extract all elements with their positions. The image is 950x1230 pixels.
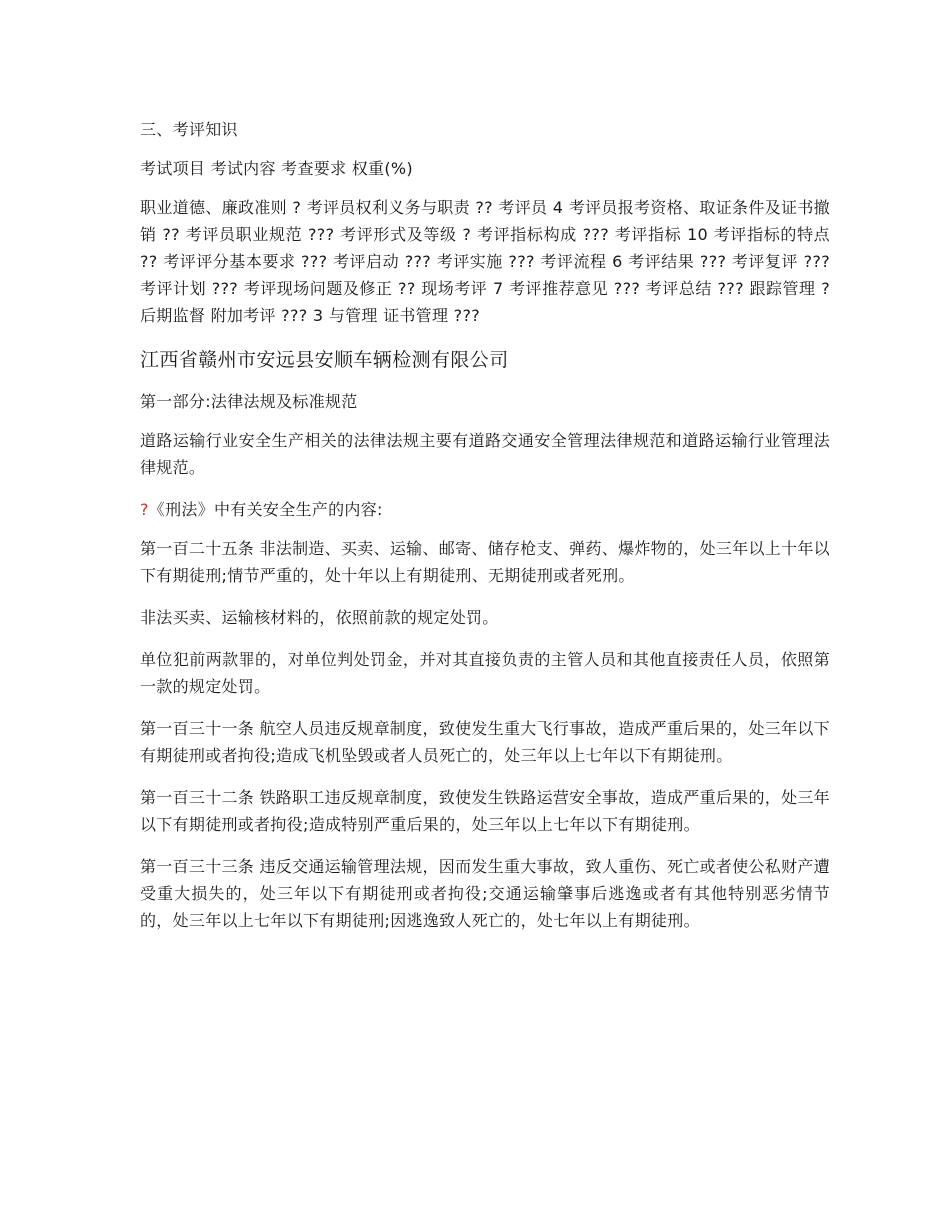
article-125: 第一百二十五条 非法制造、买卖、运输、邮寄、储存枪支、弹药、爆炸物的，处三年以上十年以下有期徒刑;情节严重的，处十年以上有期徒刑、无期徒刑或者死刑。 — [140, 539, 830, 585]
criminal-law-title: 《刑法》中有关安全生产的内容: — [148, 500, 383, 519]
intro-paragraph: 道路运输行业安全生产相关的法律法规主要有道路交通安全管理法律规范和道路运输行业管理法律规范。 — [140, 431, 830, 477]
section-title: 三、考评知识 — [140, 120, 238, 139]
unknown-char-mark: ? — [140, 500, 149, 519]
article-131: 第一百三十一条 航空人员违反规章制度，致使发生重大飞行事故，造成严重后果的，处三年以下有期徒刑或者拘役;造成飞机坠毁或者人员死亡的，处三年以上七年以下有期徒刑。 — [140, 719, 830, 765]
document-page — [140, 116, 830, 949]
article-125-clause-2: 非法买卖、运输核材料的，依照前款的规定处罚。 — [140, 608, 499, 627]
article-132: 第一百三十二条 铁路职工违反规章制度，致使发生铁路运营安全事故，造成严重后果的，处三年以下有期徒刑或者拘役;造成特别严重后果的，处三年以上七年以下有期徒刑。 — [140, 788, 830, 834]
company-name: 江西省赣州市安远县安顺车辆检测有限公司 — [140, 349, 509, 371]
criminal-law-heading — [140, 496, 830, 523]
table-header-line: 考试项目 考试内容 考查要求 权重(%) — [140, 159, 413, 178]
article-133: 第一百三十三条 违反交通运输管理法规，因而发生重大事故，致人重伤、死亡或者使公私财产遭受重大损失的，处三年以下有期徒刑或者拘役;交通运输肇事后逃逸或者有其他特别恶劣情节的，处三年以上七年以下有期徒刑;因逃逸致人死亡的，处七年以上有期徒刑。 — [140, 857, 830, 930]
part-title: 第一部分:法律法规及标准规范 — [140, 392, 358, 411]
article-125-clause-3: 单位犯前两款罪的，对单位判处罚金，并对其直接负责的主管人员和其他直接责任人员，依照第一款的规定处罚。 — [140, 650, 830, 696]
table-body-text: 职业道德、廉政准则 ? 考评员权利义务与职责 ?? 考评员 4 考评员报考资格、取证条件及证书撤销 ?? 考评员职业规范 ??? 考评形式及等级 ? 考评指标构成 ??? 考评指标 10 考评指标的特点 ?? 考评评分基本要求 ??? 考评启动 ??? 考评实施 ??? 考评流程 6 考评结果 ??? 考评复评 ??? 考评计划 ??? 考评现场问题及修正 ?? 现场考评 7 考评推荐意见 ??? 考评总结 ??? 跟踪管理 ? 后期监督 附加考评 ??? 3 与管理 证书管理 ??? — [140, 198, 830, 325]
